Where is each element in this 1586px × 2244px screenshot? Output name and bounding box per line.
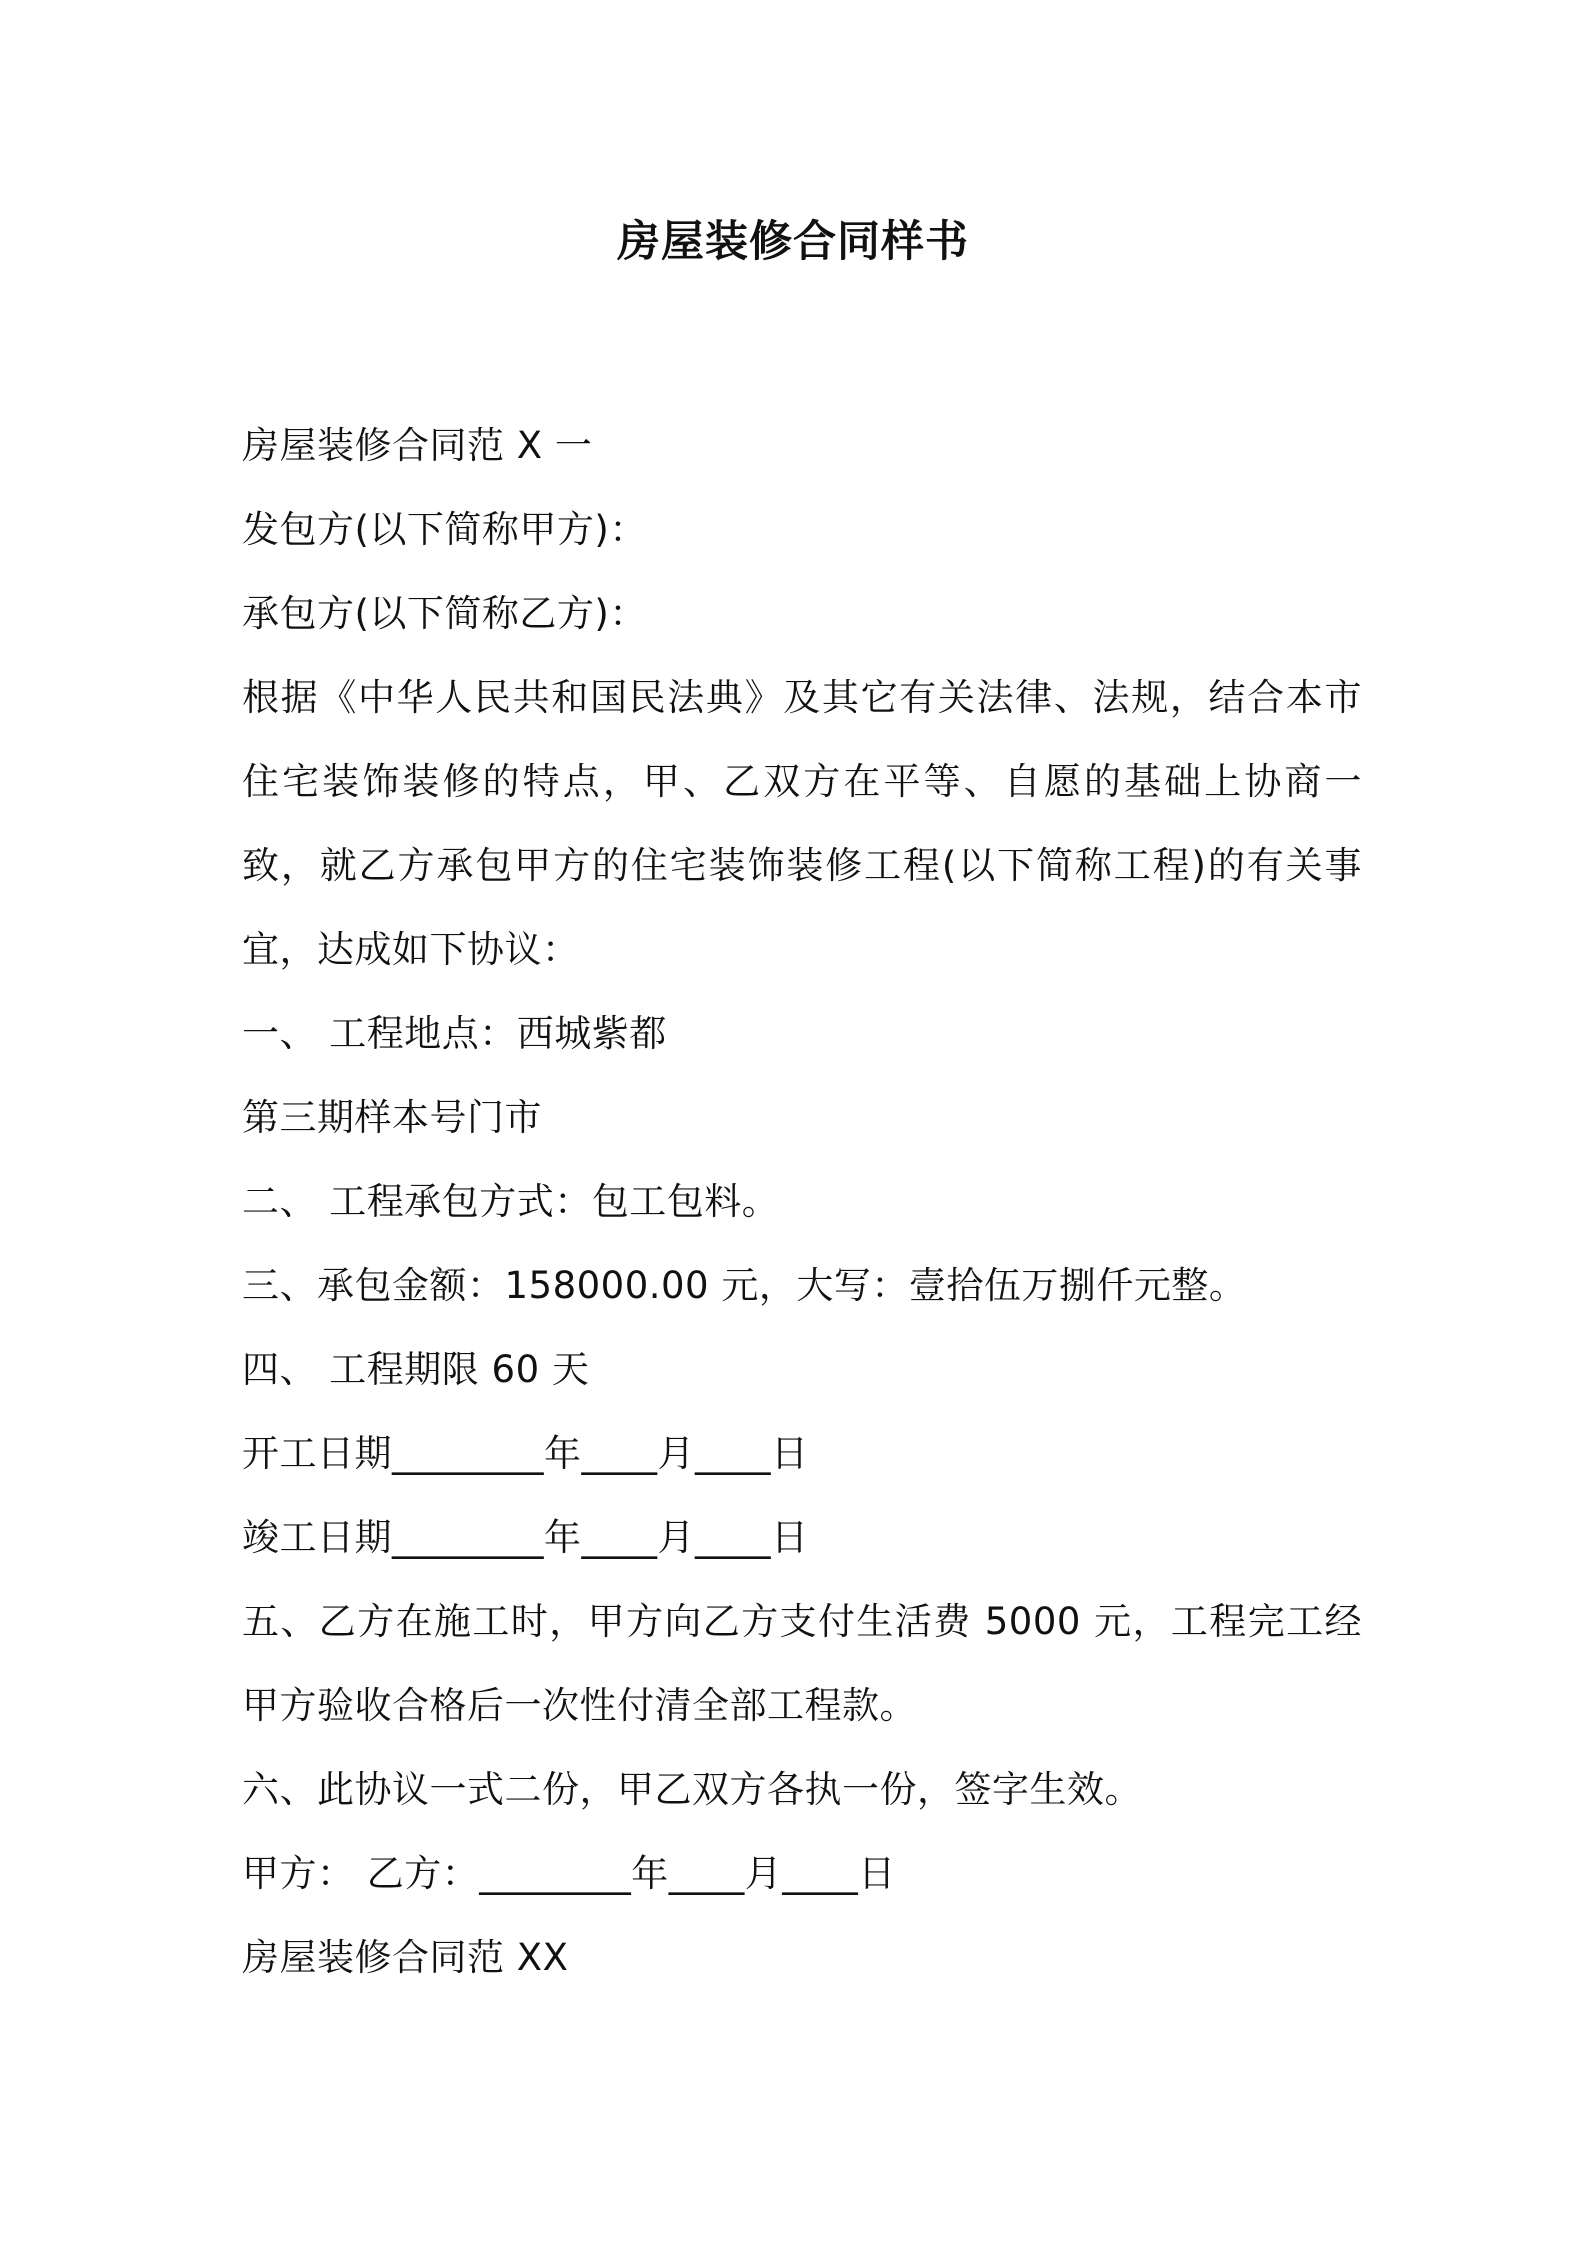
- preamble-paragraph: 根据《中华人民共和国民法典》及其它有关法律、法规，结合本市住宅装饰装修的特点，甲、乙双方在平等、自愿的基础上协商一致，就乙方承包甲方的住宅装饰装修工程(以下简称工程)的有关事宜，达成如下协议：: [242, 676, 1362, 971]
- completion-date-line: 竣工日期________年____月____日: [242, 1516, 809, 1559]
- contract-sample-heading-2: 房屋装修合同范 XX: [242, 1936, 569, 1979]
- party-a-label: 发包方(以下简称甲方)：: [242, 508, 647, 551]
- clause-1-location: 一、 工程地点：西城紫都: [242, 1012, 667, 1055]
- clause-1-location-detail: 第三期样本号门市: [242, 1096, 542, 1139]
- start-date-line: 开工日期________年____月____日: [242, 1432, 809, 1475]
- clause-4-duration: 四、 工程期限 60 天: [242, 1348, 590, 1391]
- clause-5-payment: 五、乙方在施工时，甲方向乙方支付生活费 5000 元，工程完工经甲方验收合格后一次性付清全部工程款。: [242, 1600, 1362, 1727]
- signature-line: 甲方： 乙方：________年____月____日: [242, 1852, 896, 1895]
- document-title: 房屋装修合同样书: [617, 217, 969, 267]
- clause-6-copies: 六、此协议一式二份，甲乙双方各执一份，签字生效。: [242, 1768, 1142, 1811]
- party-b-label: 承包方(以下简称乙方)：: [242, 592, 647, 635]
- clause-2-method: 二、 工程承包方式：包工包料。: [242, 1180, 780, 1223]
- contract-sample-heading: 房屋装修合同范 X 一: [242, 424, 593, 467]
- clause-3-amount: 三、承包金额：158000.00 元，大写：壹拾伍万捌仟元整。: [242, 1264, 1247, 1307]
- document-body: [242, 404, 1362, 2000]
